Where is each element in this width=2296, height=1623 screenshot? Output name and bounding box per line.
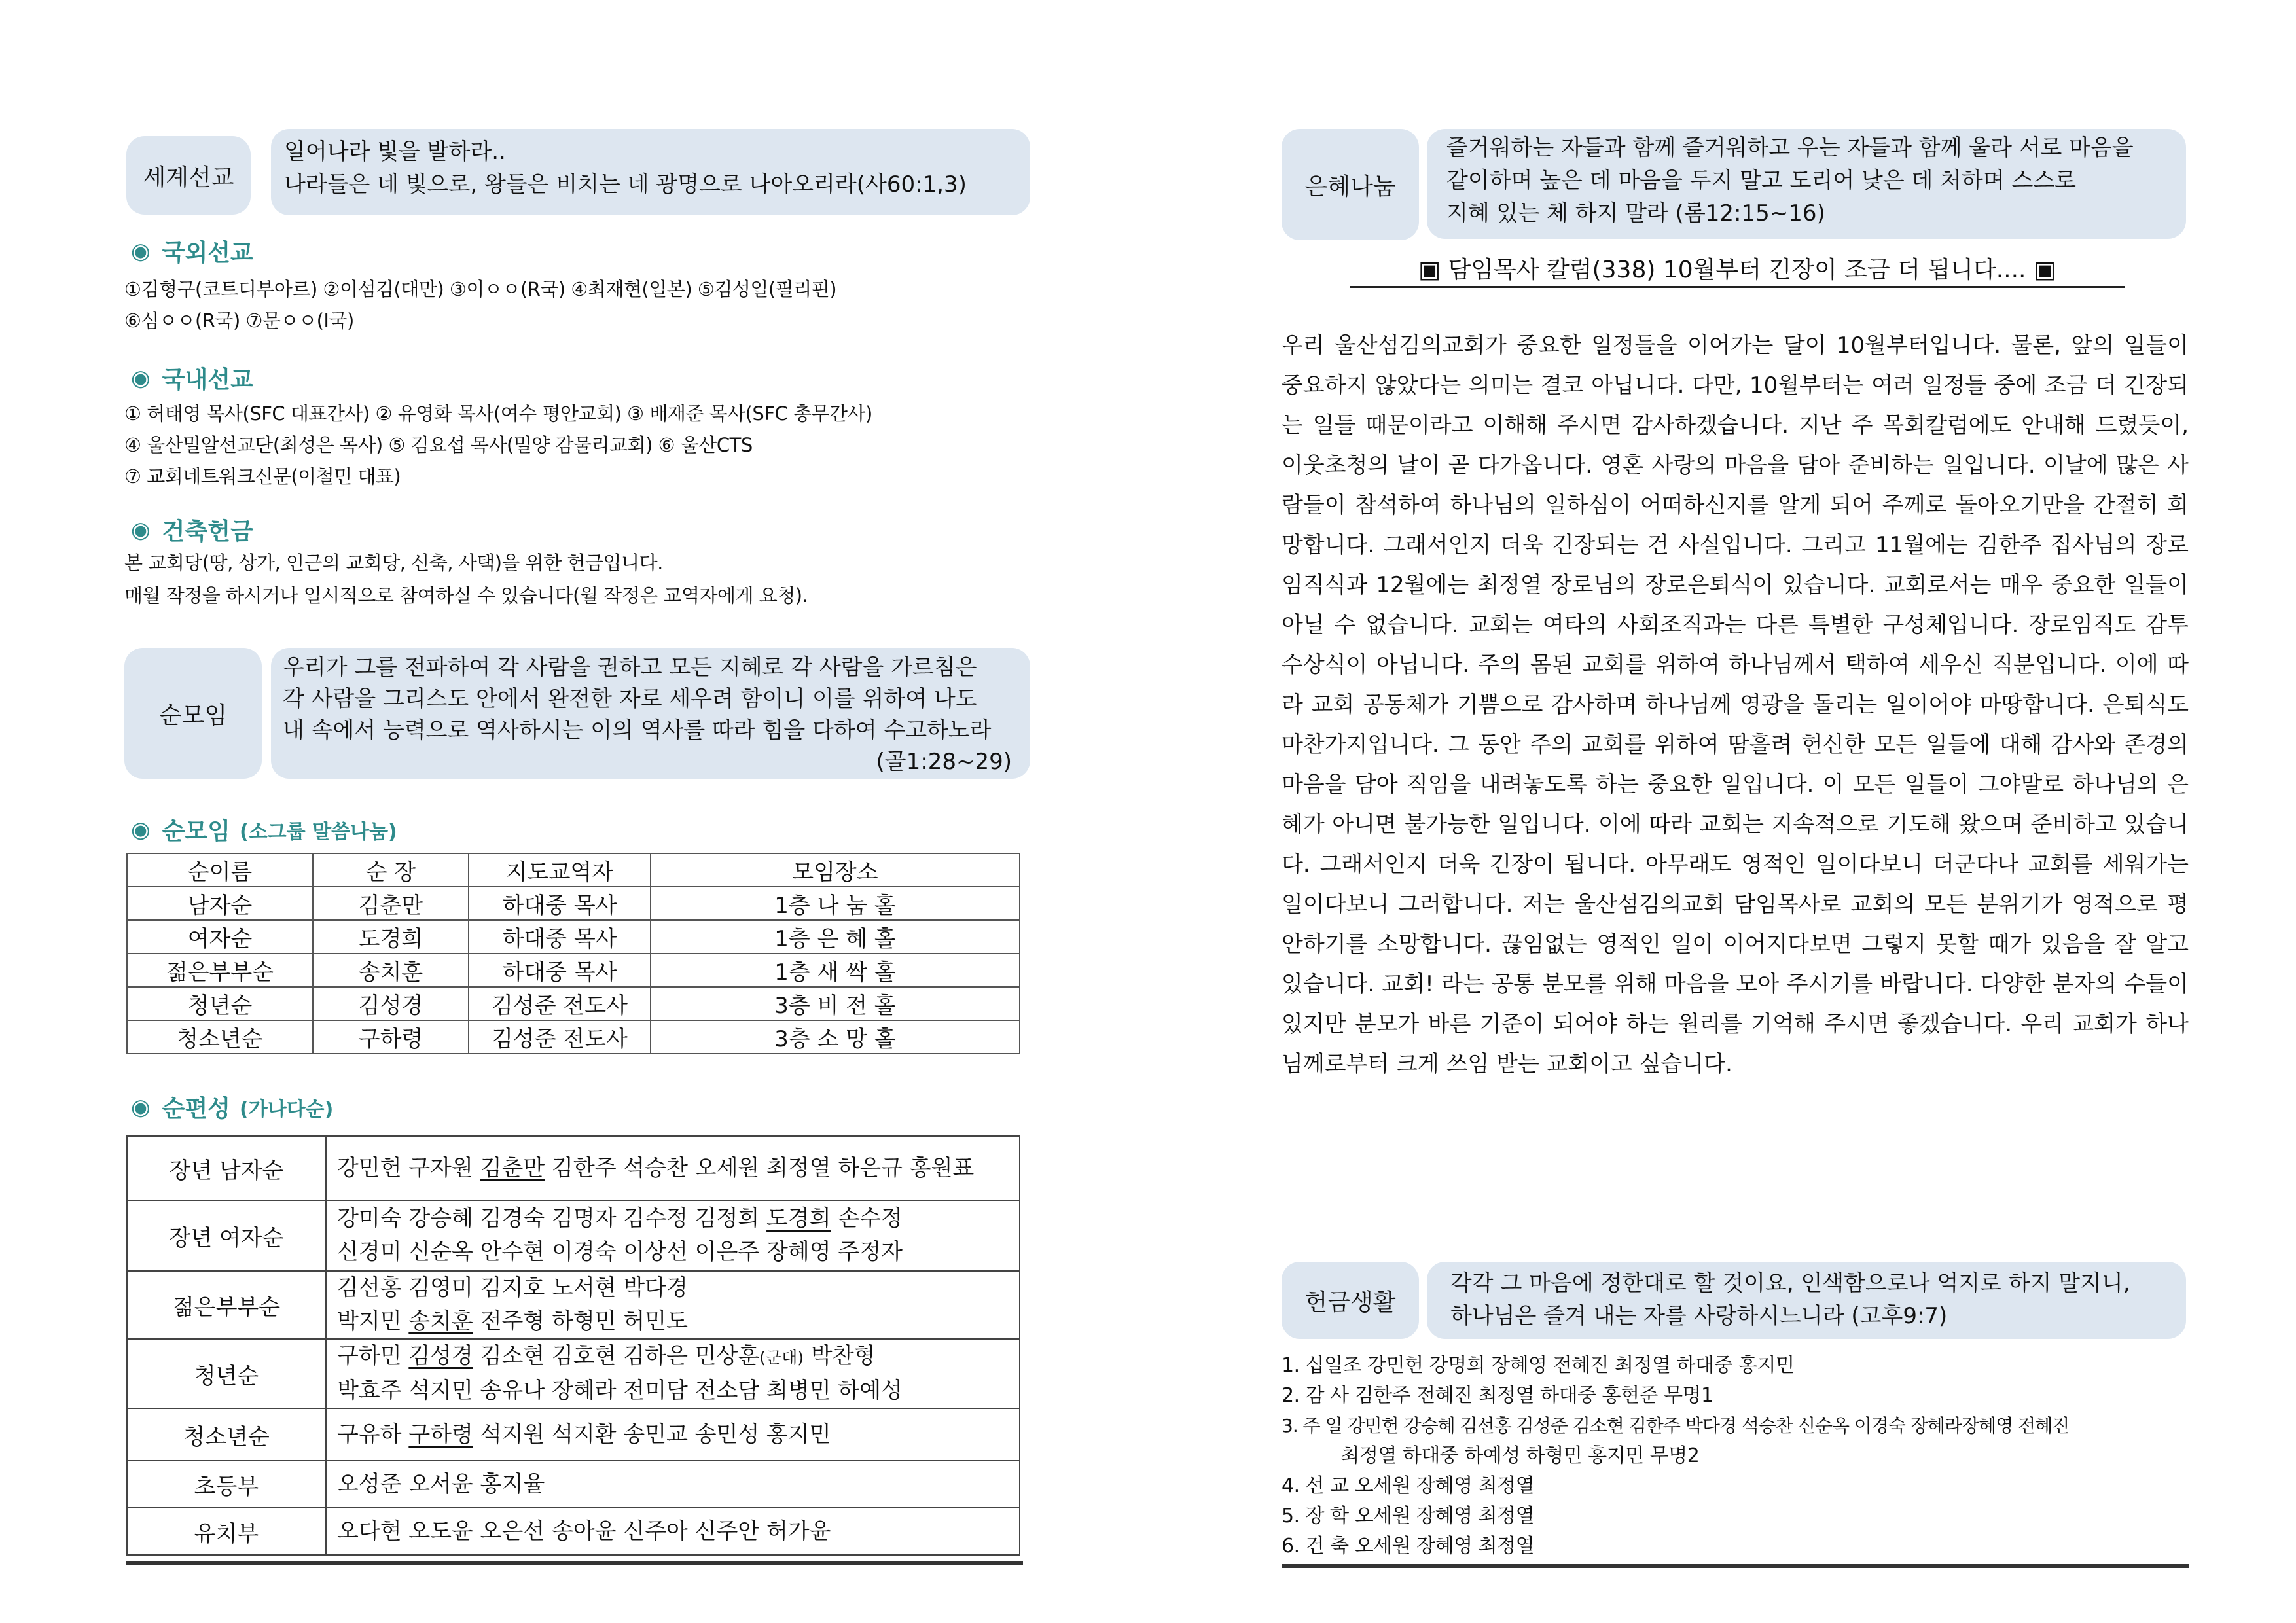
table-cell: 1층 은 혜 홀 xyxy=(651,920,1020,954)
roster-names: 강민헌 구자원 김춘만 김한주 석승찬 오세원 최정열 하은규 홍원표 xyxy=(326,1136,1020,1200)
bullet-icon: ◉ xyxy=(131,365,151,391)
roster-names: 구하민 김성경 김소현 김호현 김하은 민상훈(군대) 박찬형 박효주 석지민 송유나 장혜라 전미담 전소담 최병민 하예성 xyxy=(326,1339,1020,1408)
column-title: ▣ 담임목사 칼럼(338) 10월부터 긴장이 조금 더 됩니다.... ▣ xyxy=(1350,251,2125,288)
roster-label: 청소년순 xyxy=(127,1408,326,1461)
cell-verse-label: 순모임 xyxy=(124,648,262,779)
column-header: 순이름 xyxy=(127,853,313,887)
table-cell: 하대중 목사 xyxy=(469,920,651,954)
world-mission-label: 세계선교 xyxy=(126,136,251,215)
verse-line: 같이하며 높은 데 마음을 두지 말고 도리어 낮은 데 처하며 스스로 xyxy=(1446,168,2077,194)
offering-line: 4. 선 교 오세원 장혜영 최정열 xyxy=(1282,1474,1535,1497)
table-row xyxy=(127,1339,1020,1408)
bullet-icon: ◉ xyxy=(131,238,151,264)
table-cell: 3층 소 망 홀 xyxy=(651,1020,1020,1054)
overseas-heading: ◉ 국외선교 xyxy=(131,238,253,266)
roster-names: 구유하 구하령 석지원 석지환 송민교 송민성 홍지민 xyxy=(326,1408,1020,1461)
cell-table xyxy=(126,853,1020,1054)
roster-names: 오성준 오서윤 홍지율 xyxy=(326,1461,1020,1508)
table-cell: 3층 비 전 홀 xyxy=(651,987,1020,1020)
verse-line: 각각 그 마음에 정한대로 할 것이요, 인색함으로나 억지로 하지 말지니, xyxy=(1450,1270,2130,1296)
roster-table xyxy=(126,1135,1020,1556)
roster-names: 김선홍 김영미 김지호 노서현 박다경 박지민 송치훈 전주형 하형민 허민도 xyxy=(326,1271,1020,1339)
verse-line: 지혜 있는 체 하지 말라 (롬12:15~16) xyxy=(1446,200,1825,226)
bullet-icon: ◉ xyxy=(131,1094,151,1120)
cell-table-heading: ◉ 순모임 (소그룹 말씀나눔) xyxy=(131,816,397,845)
verse-line: 각 사람을 그리스도 안에서 완전한 자로 세우려 함이니 이를 위하여 나도 xyxy=(283,686,977,712)
bullet-icon: ◉ xyxy=(131,516,151,543)
table-cell: 청소년순 xyxy=(127,1020,313,1054)
domestic-heading: ◉ 국내선교 xyxy=(131,365,253,393)
roster-label: 초등부 xyxy=(127,1461,326,1508)
domestic-line-1: ① 허태영 목사(SFC 대표간사) ② 유영화 목사(여수 평안교회) ③ 배재준 목사(SFC 총무간사) xyxy=(124,402,872,425)
table-row xyxy=(127,1271,1020,1339)
table-header-row xyxy=(127,853,1020,887)
roster-label: 청년순 xyxy=(127,1339,326,1408)
offering-verse-label: 헌금생활 xyxy=(1282,1262,1419,1339)
cell-verse xyxy=(271,648,1030,779)
table-row xyxy=(127,954,1020,987)
table-cell: 청년순 xyxy=(127,987,313,1020)
bottom-rule xyxy=(126,1561,1023,1565)
table-row xyxy=(127,920,1020,954)
column-header: 모임장소 xyxy=(651,853,1020,887)
roster-heading: ◉ 순편성 (가나다순) xyxy=(131,1094,334,1122)
table-cell: 김성준 전도사 xyxy=(469,1020,651,1054)
roster-names: 강미숙 강승혜 김경숙 김명자 김수정 김정희 도경희 손수정 신경미 신순옥 안수현 이경숙 이상선 이은주 장혜영 주정자 xyxy=(326,1200,1020,1271)
table-row xyxy=(127,887,1020,920)
table-cell: 남자순 xyxy=(127,887,313,920)
grace-verse xyxy=(1427,129,2186,239)
grace-label: 은혜나눔 xyxy=(1282,129,1419,240)
table-cell: 하대중 목사 xyxy=(469,887,651,920)
table-cell: 1층 새 싹 홀 xyxy=(651,954,1020,987)
table-row xyxy=(127,1461,1020,1508)
table-cell: 김성준 전도사 xyxy=(469,987,651,1020)
table-row xyxy=(127,1408,1020,1461)
verse-line: 일어나라 빛을 발하라.. xyxy=(284,139,506,165)
offering-line: 1. 십일조 강민헌 강명희 장혜영 전혜진 최정열 하대중 홍지민 xyxy=(1282,1354,1795,1377)
world-mission-verse xyxy=(271,129,1030,215)
offering-line: 3. 주 일 강민헌 강승혜 김선홍 김성준 김소현 김한주 박다경 석승찬 신순옥 이경숙 장혜라장혜영 전혜진 xyxy=(1282,1415,2070,1436)
table-cell: 여자순 xyxy=(127,920,313,954)
verse-line: 우리가 그를 전파하여 각 사람을 권하고 모든 지혜로 각 사람을 가르침은 xyxy=(283,654,977,681)
domestic-line-3: ⑦ 교회네트워크신문(이철민 대표) xyxy=(124,465,401,488)
table-cell: 김성경 xyxy=(313,987,469,1020)
column-body xyxy=(1282,326,2189,1084)
building-line-1: 본 교회당(땅, 상가, 인근의 교회당, 신축, 사택)을 위한 헌금입니다. xyxy=(124,552,663,574)
bullet-icon: ◉ xyxy=(131,816,151,843)
building-heading: ◉ 건축헌금 xyxy=(131,516,253,545)
offering-line: 최정열 하대중 하예성 하형민 홍지민 무명2 xyxy=(1282,1444,1700,1467)
table-cell: 송치훈 xyxy=(313,954,469,987)
roster-label: 장년 남자순 xyxy=(127,1136,326,1200)
roster-names: 오다현 오도윤 오은선 송아윤 신주아 신주안 허가윤 xyxy=(326,1508,1020,1555)
bottom-rule xyxy=(1282,1564,2189,1568)
offering-line: 6. 건 축 오세원 장혜영 최정열 xyxy=(1282,1535,1535,1558)
verse-line: 나라들은 네 빛으로, 왕들은 비치는 네 광명으로 나아오리라(사60:1,3) xyxy=(284,171,967,198)
overseas-line-2: ⑥심ㅇㅇ(R국) ⑦문ㅇㅇ(I국) xyxy=(124,310,354,332)
column-header: 순 장 xyxy=(313,853,469,887)
table-cell: 구하령 xyxy=(313,1020,469,1054)
offering-line: 5. 장 학 오세원 장혜영 최정열 xyxy=(1282,1505,1535,1527)
verse-line: 하나님은 즐겨 내는 자를 사랑하시느니라 (고후9:7) xyxy=(1450,1303,1948,1329)
table-row xyxy=(127,1020,1020,1054)
verse-line: 내 속에서 능력으로 역사하시는 이의 역사를 따라 힘을 다하여 수고하노라 xyxy=(283,717,992,743)
table-cell: 김춘만 xyxy=(313,887,469,920)
overseas-line-1: ①김형구(코트디부아르) ②이섬김(대만) ③이ㅇㅇ(R국) ④최재현(일본) ⑤김성일(필리핀) xyxy=(124,278,837,300)
table-cell: 1층 나 눔 홀 xyxy=(651,887,1020,920)
domestic-line-2: ④ 울산밀알선교단(최성은 목사) ⑤ 김요섭 목사(밀양 감물리교회) ⑥ 울산CTS xyxy=(124,434,753,456)
verse-line: 즐거워하는 자들과 함께 즐거워하고 우는 자들과 함께 울라 서로 마음을 xyxy=(1446,135,2134,161)
table-cell: 하대중 목사 xyxy=(469,954,651,987)
column-header: 지도교역자 xyxy=(469,853,651,887)
table-cell: 젊은부부순 xyxy=(127,954,313,987)
offering-verse xyxy=(1427,1262,2186,1339)
column-paragraph: 우리 울산섬김의교회가 중요한 일정들을 이어가는 달이 10월부터입니다. 물론, 앞의 일들이 중요하지 않았다는 의미는 결코 아닙니다. 다만, 10월부터는 여러 일정들 중에 조금 더 긴장되는 일들 때문이라고 이해해 주시면 감사하겠습니다. 지난 주 목회칼럼에도 안내해 드렸듯이, 이웃초청의 날이 곧 다가옵니다. 영혼 사랑의 마음을 담아 준비하는 일입니다. 이날에 많은 사람들이 참석하여 하나님의 일하심이 어떠하신지를 알게 되어 주께로 돌아오기만을 간절히 희망합니다. 그래서인지 더욱 긴장되는 건 사실입니다. 그리고 11월에는 김한주 집사님의 장로임직식과 12월에는 최정열 장로님의 장로은퇴식이 있습니다. 교회로서는 매우 중요한 일들이 아닐 수 없습니다. 교회는 여타의 사회조직과는 다른 특별한 구성체입니다. 장로임직도 감투 수상식이 아닙니다. 주의 몸된 교회를 위하여 하나님께서 택하여 세우신 직분입니다. 이에 따라 교회 공동체가 기쁨으로 감사하며 하나님께 영광을 돌리는 일이어야 마땅합니다. 은퇴식도 마찬가지입니다. 그 동안 주의 교회를 위하여 땀흘려 헌신한 모든 일들에 대해 감사와 존경의 마음을 담아 직임을 내려놓도록 하는 중요한 일입니다. 이 모든 일들이 그야말로 하나님의 은혜가 아니면 불가능한 일입니다. 이에 따라 교회는 지속적으로 기도해 왔으며 준비하고 있습니다. 그래서인지 더욱 긴장이 됩니다. 아무래도 영적인 일이다보니 더군다나 교회를 세워가는 일이다보니 그러합니다. 저는 울산섬김의교회 담임목사로 교회의 모든 분위기가 영적으로 평안하기를 소망합니다. 끊임없는 영적인 일이 이어지다보면 그렇지 못할 때가 있음을 잘 알고 있습니다. 교회! 라는 공통 분모를 위해 마음을 모아 주시기를 바랍니다. 다양한 분자의 수들이 있지만 분모가 바른 기준이 되어야 하는 원리를 기억해 주시면 좋겠습니다. 우리 교회가 하나님께로부터 크게 쓰임 받는 교회이고 싶습니다. xyxy=(1282,332,2189,1077)
offering-line: 2. 감 사 김한주 전혜진 최정열 하대중 홍현준 무명1 xyxy=(1282,1384,1713,1407)
table-row xyxy=(127,1200,1020,1271)
table-cell: 도경희 xyxy=(313,920,469,954)
verse-reference: (골1:28~29) xyxy=(876,749,1012,775)
table-row xyxy=(127,1508,1020,1555)
roster-label: 장년 여자순 xyxy=(127,1200,326,1271)
table-row xyxy=(127,1136,1020,1200)
building-line-2: 매월 작정을 하시거나 일시적으로 참여하실 수 있습니다(월 작정은 교역자에게 요청). xyxy=(124,584,808,607)
roster-label: 유치부 xyxy=(127,1508,326,1555)
roster-label: 젊은부부순 xyxy=(127,1271,326,1339)
table-row xyxy=(127,987,1020,1020)
